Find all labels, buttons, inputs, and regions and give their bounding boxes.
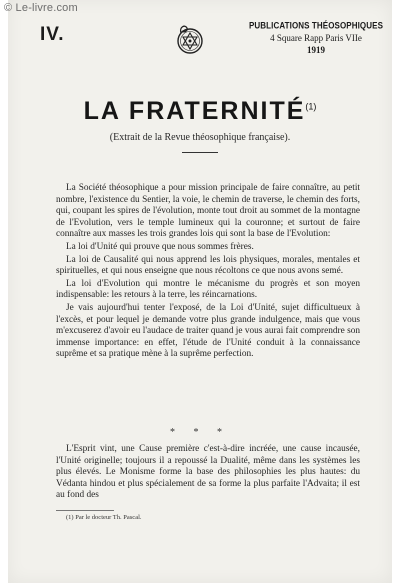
body-text — [56, 183, 360, 361]
section-separator: * * * — [170, 427, 230, 438]
page-title — [0, 97, 400, 126]
watermark: © Le-livre.com — [4, 2, 78, 14]
volume-number: IV. — [40, 24, 65, 45]
paragraph: Je vais aujourd'hui tenter l'exposé, de la Loi d'Unité, sujet difficultueux à l'excès, et pour lequel je demande votre plus grande indulgence, mais que vous m'excuserez d'avoir eu l'audace de traiter quand je vous aurai fait comprendre son immense importance: en effet, l'étude de l'Unité conduit à la connaissance suprême et sa pratique mène à la suprême perfection. — [56, 302, 360, 360]
publication-year: 1919 — [307, 45, 325, 55]
body-text-continued — [56, 444, 360, 502]
footnote-divider — [56, 510, 114, 511]
paragraph: L'Esprit vint, une Cause première c'est-à-dire incréée, une cause incausée, l'Unité originelle; toujours il a repoussé la Dualité, même dans les systèmes les plus élevés. Le Monisme forme la base des philosophies les plus hautes: du Védanta hindou et plus spécialement de sa forme la plus parfaite l'Advaita; il est au fond des — [56, 444, 360, 501]
page-title-text: LA FRATERNITÉ — [83, 97, 306, 125]
title-footnote-marker: (1) — [305, 101, 317, 112]
title-divider — [182, 152, 218, 153]
theosophical-seal-icon — [176, 23, 204, 55]
paragraph: La Société théosophique a pour mission principale de faire connaître, au petit nombre, l'existence du Sentier, la voie, le chemin de traverse, le chemin des forts, qui, coupant les spires de l'évolution, monte tout droit au sommet de la montagne de l'Evolution, vers le temple lumineux qui la couronne; et surtout de faire connaître aux masses les trois grandes lois qui sont la base de l'Evolution: — [56, 183, 360, 240]
paragraph: La loi de Causalité qui nous apprend les lois physiques, morales, mentales et spirituelles, et qui nous enseigne que nous récoltons ce que nous avons semé. — [56, 254, 360, 277]
paragraph: La loi d'Unité qui prouve que nous sommes frères. — [66, 241, 254, 252]
paragraph: La loi d'Evolution qui montre le mécanisme du progrès et son moyen indispensable: les retours à la terre, les réincarnations. — [56, 278, 360, 301]
footnote: (1) Par le docteur Th. Pascal. — [66, 514, 142, 521]
page-subtitle: (Extrait de la Revue théosophique française). — [109, 132, 291, 143]
publisher-block — [246, 20, 386, 56]
publisher-name: PUBLICATIONS THÉOSOPHIQUES — [248, 20, 384, 31]
publisher-address: 4 Square Rapp Paris VIIe — [270, 33, 362, 43]
